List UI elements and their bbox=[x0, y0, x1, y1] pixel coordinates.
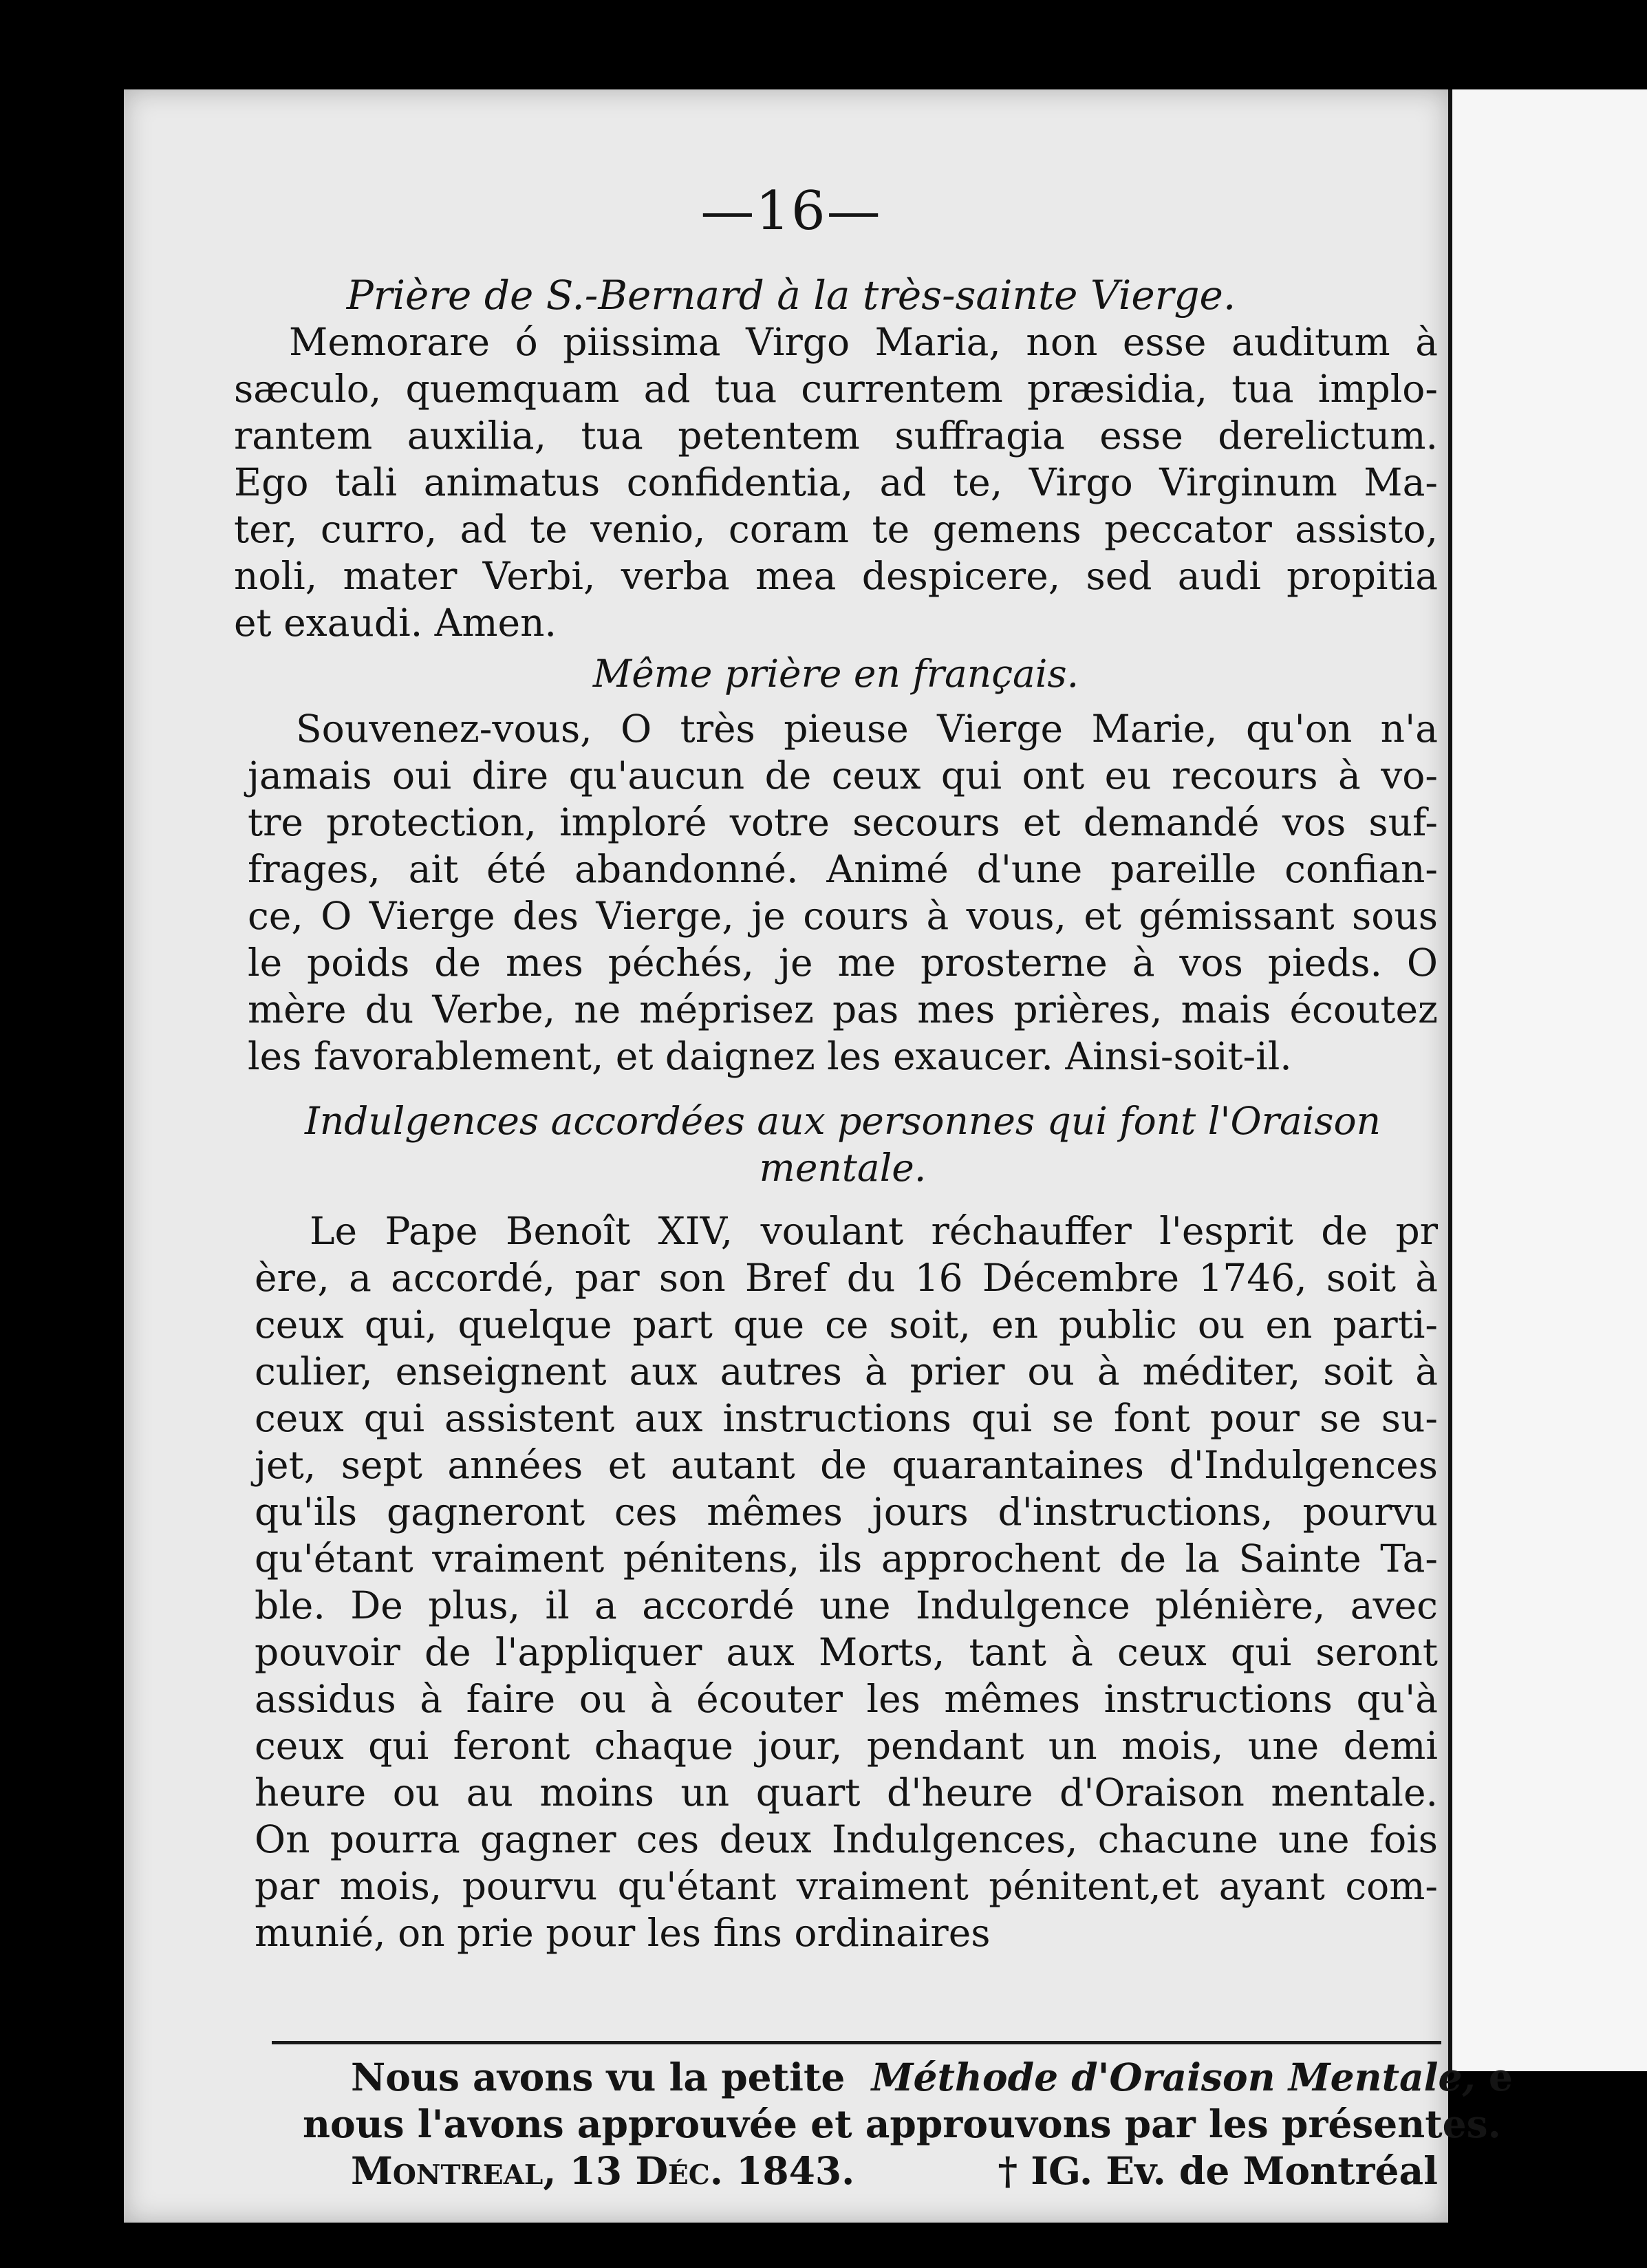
indulgence-line: munié, on prie pour les fins ordinaires bbox=[255, 1911, 991, 1955]
approval-line-2: nous l'avons approuvée et approuvons par les présentes. bbox=[303, 2101, 1501, 2146]
indulgence-title: Indulgences accordées aux personnes qui font l'Oraison bbox=[304, 1099, 1381, 1143]
latin-line: et exaudi. Amen. bbox=[234, 601, 557, 645]
approval-signature-line bbox=[351, 2148, 1438, 2194]
approval-signature: † IG. Ev. de Montréal bbox=[998, 2148, 1438, 2193]
indulgence-line: ble. De plus, il a accordé une Indulgence plénière, avec bbox=[255, 1583, 1438, 1627]
indulgence-line: Le Pape Benoît XIV, voulant réchauffer l'esprit de pr bbox=[310, 1209, 1438, 1253]
indulgence-line: assidus à faire ou à écouter les mêmes instructions qu'à bbox=[255, 1677, 1438, 1721]
latin-line: ter, curro, ad te venio, coram te gemens peccator assisto, bbox=[234, 507, 1438, 551]
french-line: frages, ait été abandonné. Animé d'une pareille confian- bbox=[248, 847, 1438, 891]
approval-text: Nous avons vu la petite bbox=[351, 2055, 846, 2099]
adjacent-page bbox=[1448, 89, 1647, 2071]
indulgence-line: ceux qui, quelque part que ce soit, en public ou en parti- bbox=[255, 1303, 1438, 1347]
latin-line: rantem auxilia, tua petentem suffragia esse derelictum. bbox=[234, 414, 1438, 458]
indulgence-line: culier, enseignent aux autres à prier ou à méditer, soit à bbox=[255, 1349, 1438, 1393]
indulgence-line: ère, a accordé, par son Bref du 16 Décembre 1746, soit à bbox=[255, 1256, 1438, 1300]
french-line: ce, O Vierge des Vierge, je cours à vous, et gémissant sous bbox=[248, 894, 1438, 938]
approval-text-end: e bbox=[1488, 2055, 1513, 2099]
french-line: les favorablement, et daignez les exaucer. Ainsi-soit-il. bbox=[248, 1034, 1292, 1078]
indulgence-line: qu'étant vraiment pénitens, ils approchent de la Sainte Ta- bbox=[255, 1537, 1438, 1581]
indulgence-line: jet, sept années et autant de quarantaines d'Indulgences bbox=[255, 1443, 1438, 1487]
indulgence-line: qu'ils gagneront ces mêmes jours d'instructions, pourvu bbox=[255, 1490, 1438, 1534]
approval-place-date: Montreal, 13 Déc. 1843. bbox=[351, 2148, 855, 2193]
french-prayer-title: Même prière en français. bbox=[592, 652, 1079, 696]
indulgence-title-continued: mentale. bbox=[759, 1146, 927, 1190]
french-line: Souvenez-vous, O très pieuse Vierge Marie, qu'on n'a bbox=[296, 707, 1438, 751]
latin-line: Memorare ó piissima Virgo Maria, non esse auditum à bbox=[289, 320, 1438, 364]
indulgence-line: ceux qui feront chaque jour, pendant un mois, une demi bbox=[255, 1724, 1438, 1768]
latin-prayer-title: Prière de S.-Bernard à la très-sainte Vierge. bbox=[346, 272, 1236, 319]
french-line: le poids de mes péchés, je me prosterne à vos pieds. O bbox=[248, 941, 1438, 985]
latin-line: noli, mater Verbi, verba mea despicere, sed audi propitia bbox=[234, 554, 1438, 598]
indulgence-line: ceux qui assistent aux instructions qui se font pour se su- bbox=[255, 1396, 1438, 1440]
latin-line: Ego tali animatus confidentia, ad te, Virgo Virginum Ma- bbox=[234, 460, 1438, 504]
page-number: —16— bbox=[700, 180, 882, 242]
indulgence-line: par mois, pourvu qu'étant vraiment pénitent,et ayant com- bbox=[255, 1864, 1438, 1908]
indulgence-line: On pourra gagner ces deux Indulgences, chacune une fois bbox=[255, 1817, 1438, 1861]
french-line: mère du Verbe, ne méprisez pas mes prières, mais écoutez bbox=[248, 987, 1438, 1031]
indulgence-line: heure ou au moins un quart d'heure d'Oraison mentale. bbox=[255, 1770, 1438, 1815]
latin-line: sæculo, quemquam ad tua currentem præsidia, tua implo- bbox=[234, 367, 1438, 411]
french-line: tre protection, imploré votre secours et demandé vos suf- bbox=[248, 800, 1438, 844]
approval-line-1 bbox=[351, 2054, 1513, 2101]
approval-book-title: Méthode d'Oraison Mentale, bbox=[871, 2055, 1476, 2099]
french-line: jamais oui dire qu'aucun de ceux qui ont eu recours à vo- bbox=[248, 753, 1438, 798]
indulgence-line: pouvoir de l'appliquer aux Morts, tant à ceux qui seront bbox=[255, 1630, 1438, 1674]
horizontal-rule bbox=[272, 2041, 1441, 2044]
